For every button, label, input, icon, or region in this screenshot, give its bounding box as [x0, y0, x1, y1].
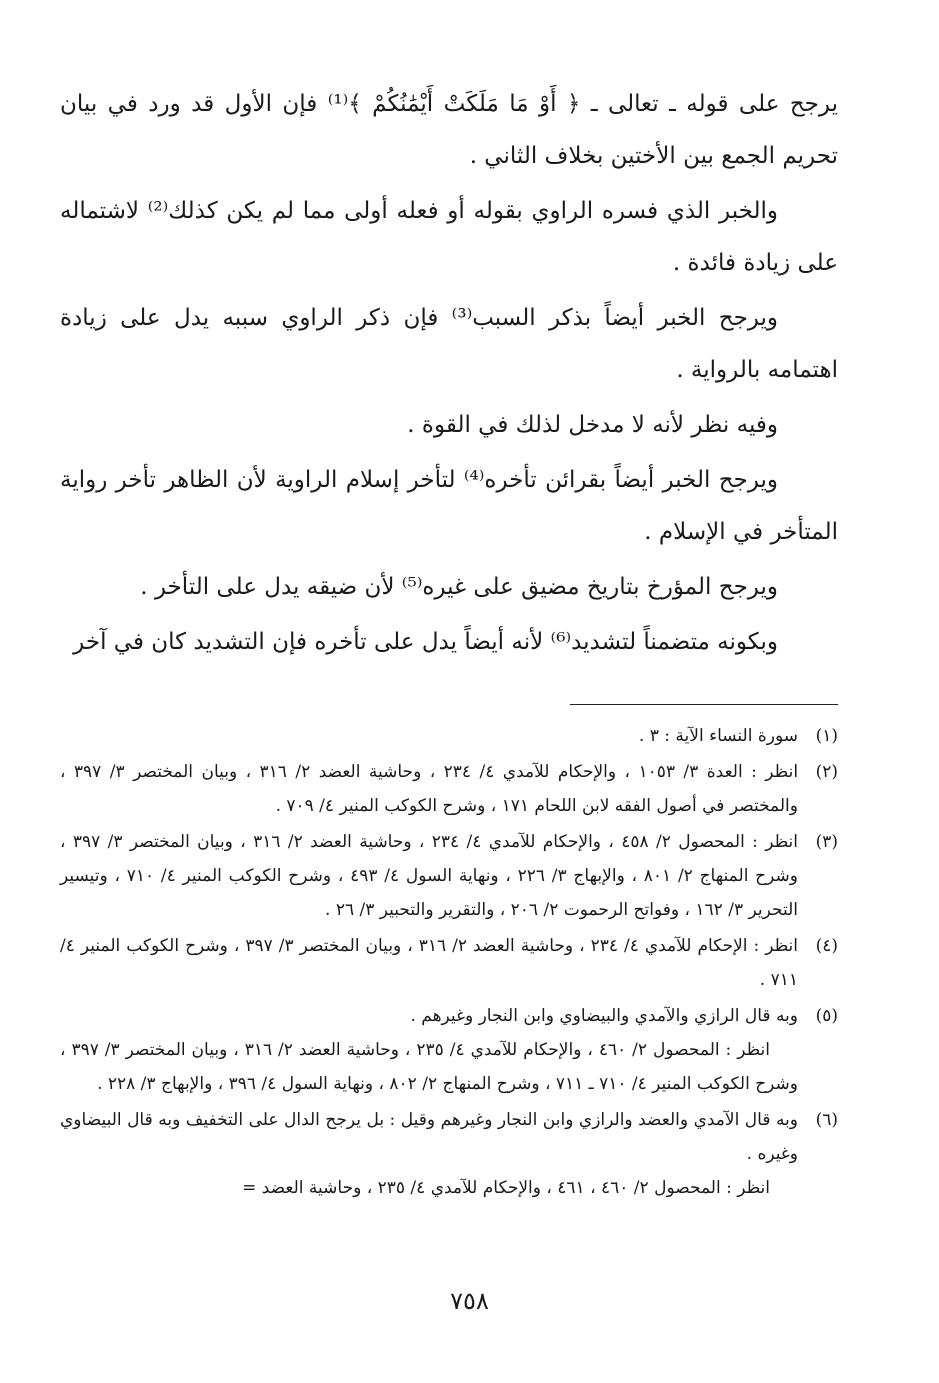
footnote-text — [60, 929, 798, 997]
footnote-line: سورة النساء الآية : ٣ . — [638, 726, 798, 746]
footnote-line: انظر : العدة ٣/ ١٠٥٣ ، والإحكام للآمدي ٤/ ٢٣٤ ، وحاشية العضد ٢/ ٣١٦ ، وبيان المختصر ٣/ ٣٩٧ ، والمختصر في أصول الفقه لابن اللحام ١٧١ ، وشرح الكوكب المنير ٤/ ٧٠٩ . — [60, 762, 799, 816]
footnote-number: (٢) — [815, 762, 838, 782]
main-text — [60, 78, 838, 668]
footnotes — [60, 719, 838, 1205]
footnote-line: انظر : المحصول ٢/ ٤٥٨ ، والإحكام للآمدي ٤/ ٢٣٤ ، وحاشية العضد ٢/ ٣١٦ ، وبيان المختصر ٣/ ٣٩٧ ، وشرح المنهاج ٢/ ٨٠١ ، والإبهاج ٣/ ٢٢٦ ، ونهاية السول ٤/ ٤٩٣ ، وشرح الكوكب المنير ٤/ ٧١٠ ، وتيسير التحرير ٣/ ١٦٢ ، وفواتح الرحموت ٢/ ٢٠٦ ، والتقرير والتحبير ٣/ ٢٦ . — [60, 832, 799, 920]
paragraph: والخبر الذي فسره الراوي بقوله أو فعله أولى مما لم يكن كذلك⁽²⁾ لاشتماله على زيادة فائدة . — [60, 198, 838, 276]
footnote-text — [60, 825, 798, 927]
footnote-line: وبه قال الرازي والآمدي والبيضاوي وابن النجار وغيرهم . — [410, 1006, 798, 1026]
paragraph: يرجح على قوله ـ تعالى ـ ﴿ أَوْ مَا مَلَكَتْ أَيْمَٰنُكُمْ ﴾⁽¹⁾ فإن الأول قد ورد في بيان تحريم الجمع بين الأختين بخلاف الثاني . — [60, 91, 838, 169]
footnote-number: (١) — [815, 726, 838, 746]
page-content — [60, 78, 838, 1207]
footnote-text — [60, 1103, 798, 1205]
footnote — [60, 929, 838, 997]
page-number: ٧٥٨ — [450, 1287, 489, 1315]
footnote — [60, 825, 838, 927]
paragraph: وبكونه متضمناً لتشديد⁽⁶⁾ لأنه أيضاً يدل على تأخره فإن التشديد كان في آخر — [73, 629, 778, 655]
footnote — [60, 999, 838, 1101]
footnote-number: (٤) — [815, 936, 838, 956]
footnote-text — [60, 755, 798, 823]
footnote — [60, 719, 838, 753]
footnote-number: (٦) — [815, 1110, 838, 1130]
footnote-number: (٣) — [815, 832, 838, 852]
footnote-line: انظر : المحصول ٢/ ٤٦٠ ، والإحكام للآمدي ٤/ ٢٣٥ ، وحاشية العضد ٢/ ٣١٦ ، وبيان المختصر ٣/ ٣٩٧ ، وشرح الكوكب المنير ٤/ ٧١٠ ـ ٧١١ ، وشرح المنهاج ٢/ ٨٠٢ ، ونهاية السول ٤/ ٣٩٦ ، والإبهاج ٣/ ٢٢٨ . — [60, 1040, 798, 1094]
paragraph: وفيه نظر لأنه لا مدخل لذلك في القوة . — [407, 412, 778, 438]
footnote-line: انظر : الإحكام للآمدي ٤/ ٢٣٤ ، وحاشية العضد ٢/ ٣١٦ ، وبيان المختصر ٣/ ٣٩٧ ، وشرح الكوكب المنير ٤/ ٧١١ . — [60, 936, 798, 990]
footnote — [60, 755, 838, 823]
footnote-line: انظر : المحصول ٢/ ٤٦٠ ، ٤٦١ ، والإحكام للآمدي ٤/ ٢٣٥ ، وحاشية العضد = — [242, 1178, 770, 1198]
footnote — [60, 1103, 838, 1205]
paragraph: ويرجح الخبر أيضاً بقرائن تأخره⁽⁴⁾ لتأخر إسلام الراوية لأن الظاهر تأخر رواية المتأخر في الإسلام . — [60, 467, 838, 545]
footnote-number: (٥) — [815, 1006, 838, 1026]
paragraph: ويرجح الخبر أيضاً بذكر السبب⁽³⁾ فإن ذكر الراوي سببه يدل على زيادة اهتمامه بالرواية . — [60, 305, 838, 383]
footnote-separator — [570, 704, 838, 705]
footnote-text — [60, 719, 798, 753]
footnote-line: وبه قال الآمدي والعضد والرازي وابن النجار وغيرهم وقيل : بل يرجح الدال على التخفيف وبه قال البيضاوي وغيره . — [60, 1110, 798, 1164]
paragraph: ويرجح المؤرخ بتاريخ مضيق على غيره⁽⁵⁾ لأن ضيقه يدل على التأخر . — [140, 574, 778, 600]
footnote-text — [60, 999, 798, 1101]
